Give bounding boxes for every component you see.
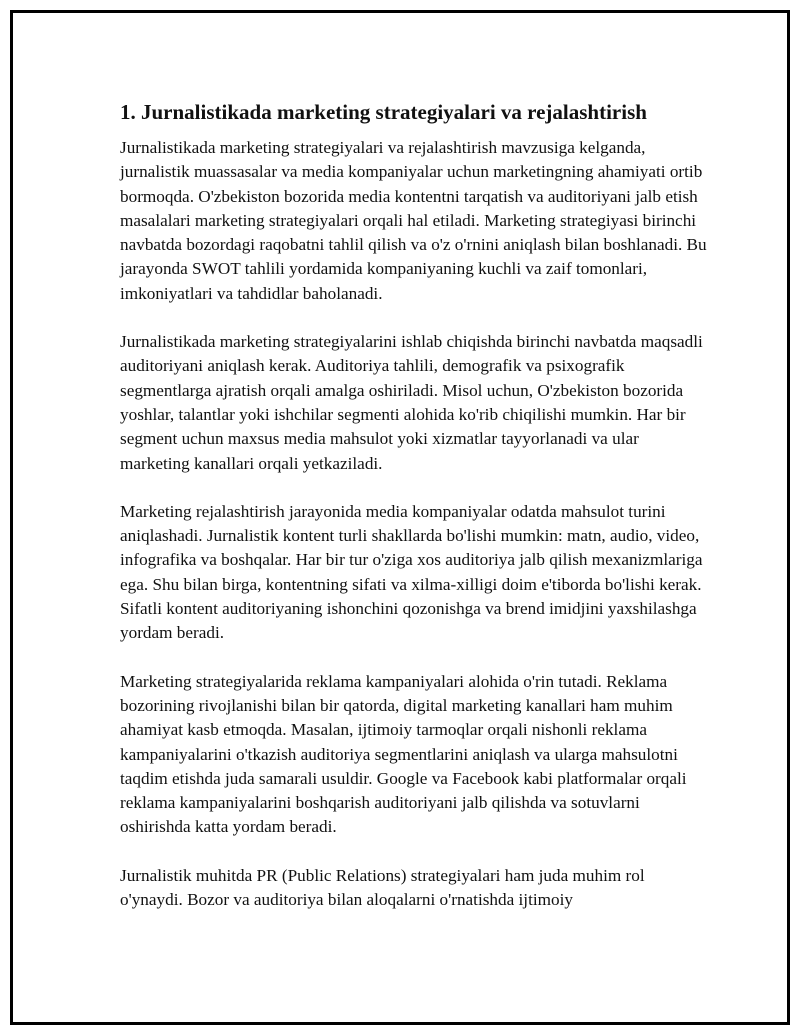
paragraph-1: Jurnalistikada marketing strategiyalari va rejalashtirish mavzusiga kelganda, jurnalistik muassasalar va media kompaniyalar uchun marketingning ahamiyati ortib bormoqda. O'zbekiston bozorida media kontentni tarqatish va auditoriyani jalb etish masalalari marketing strategiyalari orqali hal etiladi. Marketing strategiyasi birinchi navbatda bozordagi raqobatni tahlil qilish va o'z o'rnini aniqlash bilan boshlanadi. Bu jarayonda SWOT tahlili yordamida kompaniyaning kuchli va zaif tomonlari, imkoniyatlari va tahdidlar baholanadi. [120, 138, 707, 303]
document-body [120, 97, 710, 936]
paragraph-5: Jurnalistik muhitda PR (Public Relations) strategiyalari ham juda muhim rol o'ynaydi. Bozor va auditoriya bilan aloqalarni o'rnatishda ijtimoiy [120, 865, 645, 910]
paragraph-2: Jurnalistikada marketing strategiyalarini ishlab chiqishda birinchi navbatda maqsadli auditoriyani aniqlash kerak. Auditoriya tahlili, demografik va psixografik segmentlarga ajratish orqali amalga oshiriladi. Misol uchun, O'zbekiston bozorida yoshlar, talantlar yoki ishchilar segmenti alohida ko'rib chiqilishi mumkin. Har bir segment uchun maxsus media mahsulot yoki xizmatlar tayyorlanadi va ular marketing kanallari orqali yetkaziladi. [120, 332, 703, 473]
section-heading: 1. Jurnalistikada marketing strategiyalari va rejalashtirish [120, 100, 647, 124]
paragraph-3: Marketing rejalashtirish jarayonida media kompaniyalar odatda mahsulot turini aniqlashadi. Jurnalistik kontent turli shakllarda bo'lishi mumkin: matn, audio, video, infografika va boshqalar. Har bir tur o'ziga xos auditoriya jalb qilish mexanizmlariga ega. Shu bilan birga, kontentning sifati va xilma-xilligi doim e'tiborda bo'lishi kerak. Sifatli kontent auditoriyaning ishonchini qozonishga va brend imidjini yaxshilashga yordam beradi. [120, 501, 703, 643]
page-frame [10, 10, 790, 1025]
paragraph-4: Marketing strategiyalarida reklama kampaniyalari alohida o'rin tutadi. Reklama bozorining rivojlanishi bilan bir qatorda, digital marketing kanallari ham muhim ahamiyat kasb etmoqda. Masalan, ijtimoiy tarmoqlar orqali nishonli reklama kampaniyalarini o'tkazish auditoriya segmentlarini aniqlash va ularga mahsulotni taqdim etishda juda samarali usuldir. Google va Facebook kabi platformalar orqali reklama kampaniyalarini boshqarish auditoriyani jalb qilishda va sotuvlarni oshirishda katta yordam beradi. [120, 671, 687, 837]
